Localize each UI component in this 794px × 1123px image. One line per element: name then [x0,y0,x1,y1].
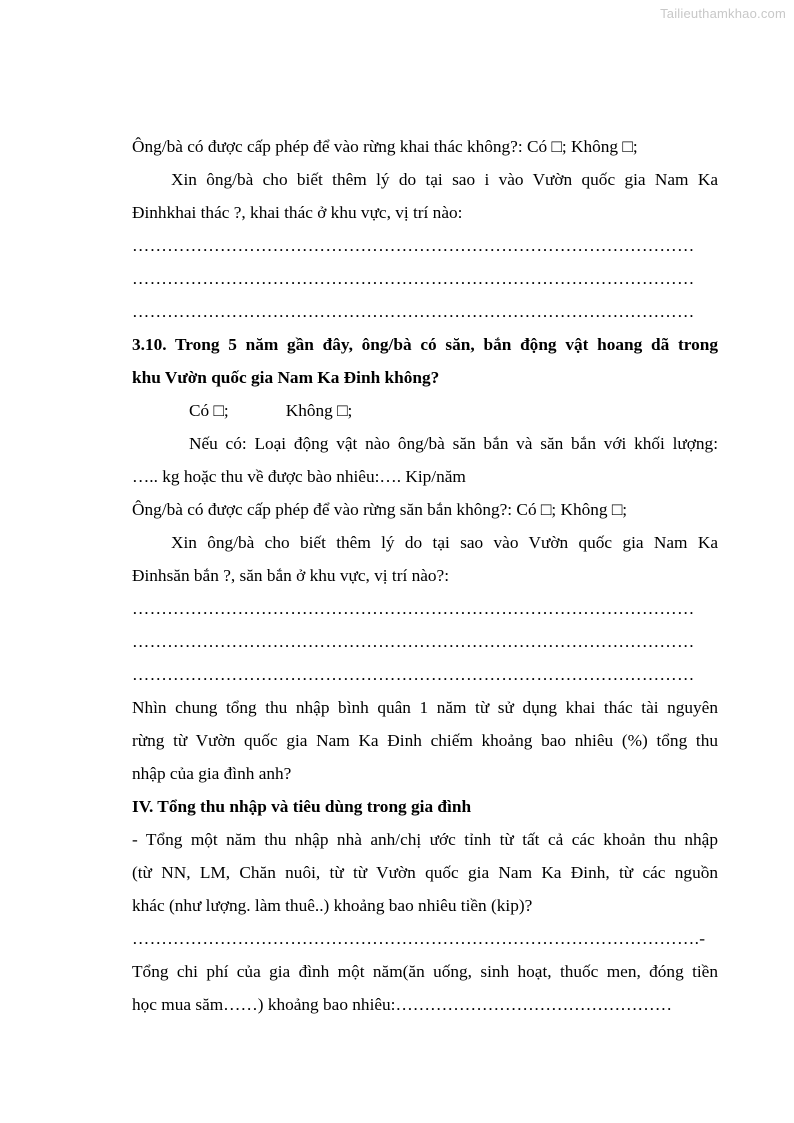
permit-question-hunting: Ông/bà có được cấp phép để vào rừng săn bắn không?: Có □; Không □; [132,500,628,519]
reason-question-hunting: Xin ông/bà cho biết thêm lý do tại sao vào Vườn quốc gia Nam Ka [171,533,718,552]
hunting-options [132,394,718,427]
question-3-10-heading: 3.10. Trong 5 năm gần đây, ông/bà có săn, bắn động vật hoang dã trong [132,335,718,354]
answer-blank-line[interactable]: …………………………………………………………………………………….- [132,929,706,948]
question-3-10-heading-cont: khu Vườn quốc gia Nam Ka Đinh không? [132,368,440,387]
reason-question-hunting-cont: Đinhsăn bắn ?, săn bắn ở khu vực, vị trí nào?: [132,566,450,585]
answer-blank-line[interactable]: …………………………………………………………………………………… [132,269,695,288]
option-no-checkbox[interactable]: Không □; [285,401,353,420]
total-expense-question: Tổng chi phí của gia đình một năm(ăn uống, sinh hoạt, thuốc men, đóng tiền [132,962,718,981]
income-share-question-end: nhập của gia đình anh? [132,764,292,783]
section-iv-heading: IV. Tổng thu nhập và tiêu dùng trong gia đình [132,797,472,816]
hunting-detail-question: Nếu có: Loại động vật nào ông/bà săn bắn và săn bắn với khối lượng: [189,434,718,453]
income-share-question-cont: rừng từ Vườn quốc gia Nam Ka Đinh chiếm khoảng bao nhiêu (%) tổng thu [132,731,718,750]
answer-blank-line[interactable]: …………………………………………………………………………………… [132,665,695,684]
reason-question-logging-cont: Đinhkhai thác ?, khai thác ở khu vực, vị trí nào: [132,203,463,222]
total-income-question-end: khác (như lượng. làm thuê..) khoảng bao nhiêu tiền (kip)? [132,896,533,915]
permit-question-logging: Ông/bà có được cấp phép để vào rừng khai thác không?: Có □; Không □; [132,137,638,156]
document-page [132,130,718,1021]
income-share-question: Nhìn chung tổng thu nhập bình quân 1 năm từ sử dụng khai thác tài nguyên [132,698,718,717]
total-income-question-cont: (từ NN, LM, Chăn nuôi, từ từ Vườn quốc gia Nam Ka Đinh, từ các nguồn [132,863,718,882]
total-income-question: - Tổng một năm thu nhập nhà anh/chị ước tỉnh từ tất cả các khoản thu nhập [132,830,718,849]
total-expense-question-cont: học mua săm……) khoảng bao nhiêu:………………………………………… [132,995,672,1014]
hunting-detail-question-cont: ….. kg hoặc thu về được bào nhiêu:…. Kip/năm [132,467,466,486]
answer-blank-line[interactable]: …………………………………………………………………………………… [132,632,695,651]
answer-blank-line[interactable]: …………………………………………………………………………………… [132,599,695,618]
watermark: Tailieuthamkhao.com [660,6,786,21]
answer-blank-line[interactable]: …………………………………………………………………………………… [132,302,695,321]
reason-question-logging: Xin ông/bà cho biết thêm lý do tại sao i vào Vườn quốc gia Nam Ka [171,170,718,189]
option-yes-checkbox[interactable]: Có □; [189,401,229,420]
answer-blank-line[interactable]: …………………………………………………………………………………… [132,236,695,255]
